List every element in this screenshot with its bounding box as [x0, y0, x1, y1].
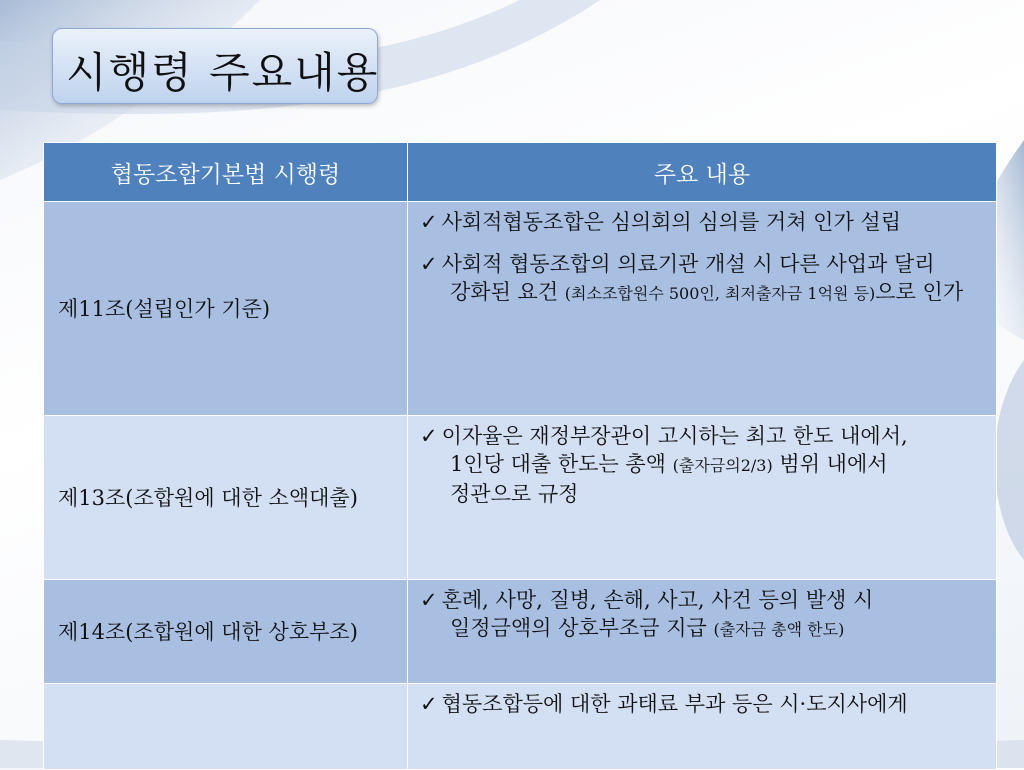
content-cell — [408, 416, 997, 580]
list-item: ✓ 사회적 협동조합의 의료기관 개설 시 다른 사업과 달리 — [420, 252, 935, 276]
article-cell: 제14조(조합원에 대한 상호부조) — [44, 580, 408, 684]
article-cell — [44, 684, 408, 770]
list-item-continuation: 일정금액의 상호부조금 지급 (출자금 총액 한도) — [450, 616, 845, 640]
content-cell — [408, 580, 997, 684]
check-icon: ✓ — [420, 692, 438, 716]
check-icon: ✓ — [420, 588, 438, 612]
check-icon: ✓ — [420, 424, 438, 448]
list-item-continuation: 정관으로 규정 — [450, 482, 579, 506]
list-item-continuation: 강화된 요건 (최소조합원수 500인, 최저출자금 1억원 등)으로 인가 — [450, 280, 964, 304]
content-cell — [408, 684, 997, 770]
list-item: ✓ 혼례, 사망, 질병, 손해, 사고, 사건 등의 발생 시 — [420, 588, 874, 612]
check-icon: ✓ — [420, 210, 438, 234]
content-table — [43, 142, 997, 770]
table-row — [44, 580, 997, 684]
list-item: ✓ 이자율은 재정부장관이 고시하는 최고 한도 내에서, — [420, 424, 908, 448]
list-item: ✓ 사회적협동조합은 심의회의 심의를 거쳐 인가 설립 — [420, 210, 901, 234]
table-header-content: 주요 내용 — [408, 143, 997, 202]
list-item: ✓ 협동조합등에 대한 과태료 부과 등은 시·도지사에게 — [420, 692, 908, 716]
table-header-row — [44, 143, 997, 202]
table-row — [44, 684, 997, 770]
table-row — [44, 202, 997, 416]
check-icon: ✓ — [420, 252, 438, 276]
list-item-continuation: 1인당 대출 한도는 총액 (출자금의2/3) 범위 내에서 — [450, 452, 888, 476]
table-header-law: 협동조합기본법 시행령 — [44, 143, 408, 202]
page-title: 시행령 주요내용 — [66, 48, 380, 97]
content-cell — [408, 202, 997, 416]
table-row — [44, 416, 997, 580]
article-cell: 제13조(조합원에 대한 소액대출) — [44, 416, 408, 580]
article-cell: 제11조(설립인가 기준) — [44, 202, 408, 416]
